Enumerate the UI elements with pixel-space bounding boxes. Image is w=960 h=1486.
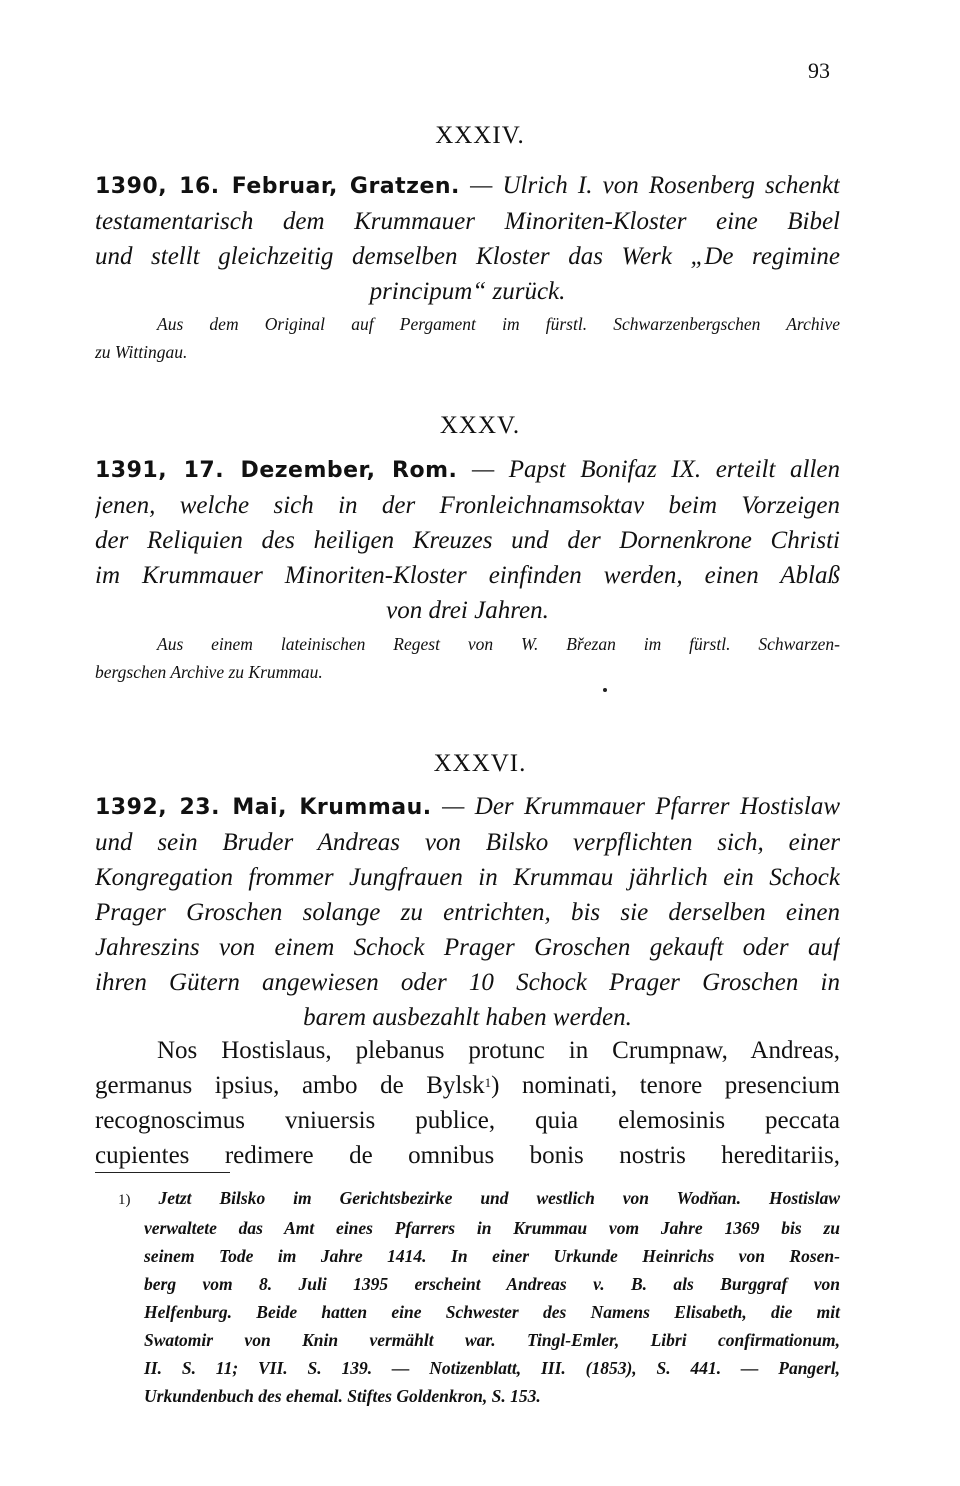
regest-35-line-4: im Krummauer Minoriten-Kloster einfinden werden, einen Ablaß bbox=[95, 562, 840, 589]
regest-34-line-3: und stellt gleichzeitig demselben Kloster das Werk „De regimine bbox=[95, 243, 840, 270]
footnote-line-4: berg vom 8. Juli 1395 erscheint Andreas v. B. als Burggraf von bbox=[144, 1274, 840, 1294]
document-numeral-36: XXXVI. bbox=[433, 750, 527, 777]
regest-36-line-1: 1392, 23. Mai, Krummau. — Der Krummauer Pfarrer Hostislaw bbox=[95, 793, 840, 820]
regest-34 bbox=[95, 168, 840, 309]
regest-36-line-3: Kongregation frommer Jungfrauen in Krummau jährlich ein Schock bbox=[95, 864, 840, 891]
footnote-line-8: Urkundenbuch des ehemal. Stiftes Goldenkron, S. 153. bbox=[144, 1386, 541, 1406]
regest-34-line-4: principum“ zurück. bbox=[369, 278, 566, 305]
footnote-divider bbox=[95, 1172, 230, 1173]
source-34-line-2: zu Wittingau. bbox=[95, 342, 188, 362]
document-numeral-35: XXXV. bbox=[439, 412, 521, 439]
document-numeral-34: XXXIV. bbox=[435, 122, 525, 149]
regest-36-line-5: Jahreszins von einem Schock Prager Groschen gekauft oder auf bbox=[95, 934, 840, 961]
ink-speck bbox=[603, 688, 607, 692]
source-34-line-1: Aus dem Original auf Pergament im fürstl. Schwarzenbergschen Archive bbox=[157, 314, 840, 334]
charter-text bbox=[95, 1033, 840, 1173]
regest-34-date: 1390, 16. Februar, Gratzen. bbox=[95, 174, 460, 199]
regest-35-line-3: der Reliquien des heiligen Kreuzes und der Dornenkrone Christi bbox=[95, 527, 840, 554]
page-number: 93 bbox=[808, 58, 830, 83]
footnote-marker: 1) bbox=[118, 1192, 131, 1208]
regest-36-line-7: barem ausbezahlt haben werden. bbox=[303, 1004, 632, 1031]
regest-35-line-2: jenen, welche sich in der Fronleichnamsoktav beim Vorzeigen bbox=[95, 492, 840, 519]
footnote-line-6: Swatomir von Knin vermählt war. Tingl-Emler, Libri confirmationum, bbox=[144, 1330, 840, 1350]
regest-35 bbox=[95, 452, 840, 628]
source-note-34 bbox=[95, 310, 840, 366]
regest-35-line-5: von drei Jahren. bbox=[386, 597, 549, 624]
source-35-line-2: bergschen Archive zu Krummau. bbox=[95, 662, 323, 682]
regest-36-line-2: und sein Bruder Andreas von Bilsko verpflichten sich, einer bbox=[95, 829, 840, 856]
footnote-line-7: II. S. 11; VII. S. 139. — Notizenblatt, III. (1853), S. 441. — Pangerl, bbox=[144, 1358, 840, 1378]
regest-36 bbox=[95, 789, 840, 1035]
regest-34-line-1: 1390, 16. Februar, Gratzen. — Ulrich I. von Rosenberg schenkt bbox=[95, 172, 840, 199]
regest-36-line-6: ihren Gütern angewiesen oder 10 Schock Prager Groschen in bbox=[95, 969, 840, 996]
source-35-line-1: Aus einem lateinischen Regest von W. Březan im fürstl. Schwarzen- bbox=[157, 634, 840, 654]
charter-line-1: Nos Hostislaus, plebanus protunc in Crumpnaw, Andreas, bbox=[157, 1037, 840, 1064]
regest-36-date: 1392, 23. Mai, Krummau. bbox=[95, 795, 432, 820]
regest-34-line-2: testamentarisch dem Krummauer Minoriten-Kloster eine Bibel bbox=[95, 208, 840, 235]
footnote-line-5: Helfenburg. Beide hatten eine Schwester des Namens Elisabeth, die mit bbox=[144, 1302, 840, 1322]
footnote bbox=[118, 1184, 840, 1410]
regest-35-date: 1391, 17. Dezember, Rom. bbox=[95, 458, 458, 483]
footnote-line-3: seinem Tode im Jahre 1414. In einer Urkunde Heinrichs von Rosen- bbox=[144, 1246, 840, 1266]
charter-line-4: cupientes redimere de omnibus bonis nostris hereditariis, bbox=[95, 1142, 840, 1169]
regest-36-line-4: Prager Groschen solange zu entrichten, bis sie derselben einen bbox=[95, 899, 840, 926]
regest-35-line-1: 1391, 17. Dezember, Rom. — Papst Bonifaz IX. erteilt allen bbox=[95, 456, 840, 483]
charter-line-2: germanus ipsius, ambo de Bylsk$^1$) nominati, tenore presencium bbox=[95, 1072, 841, 1099]
charter-line-3: recognoscimus vniuersis publice, quia elemosinis peccata bbox=[95, 1107, 840, 1134]
footnote-reference: 1 bbox=[484, 1075, 492, 1090]
source-note-35 bbox=[95, 630, 840, 686]
footnote-line-2: verwaltete das Amt eines Pfarrers in Krummau vom Jahre 1369 bis zu bbox=[144, 1218, 840, 1238]
footnote-line-1: 1) Jetzt Bilsko im Gerichtsbezirke und westlich von Wodňan. Hostislaw bbox=[118, 1188, 840, 1208]
